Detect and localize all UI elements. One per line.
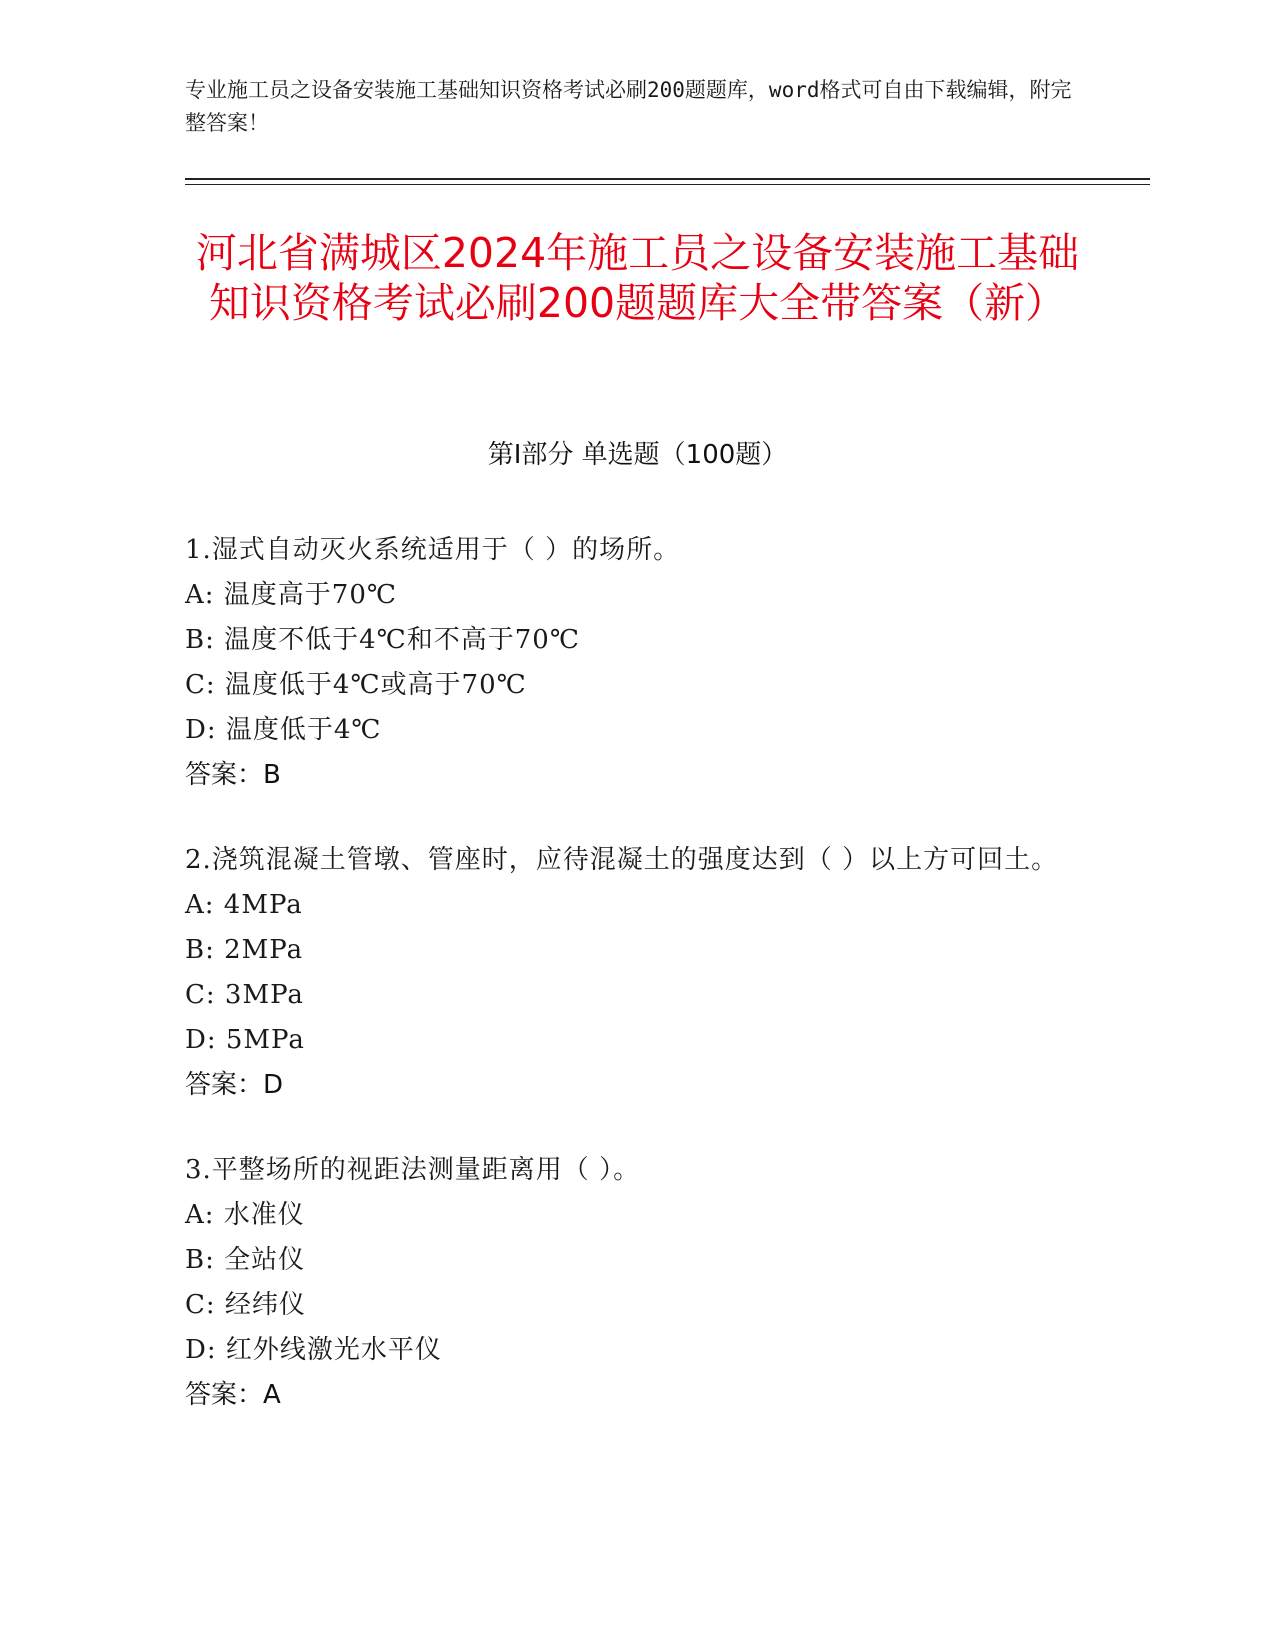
option-c: C: 温度低于4℃或高于70℃ (185, 670, 527, 700)
header-note: 专业施工员之设备安装施工基础知识资格考试必刷200题题库，word格式可自由下载编辑，附完整答案！ (185, 78, 1072, 135)
option-d: D: 红外线激光水平仪 (185, 1335, 442, 1365)
question-stem: 3.平整场所的视距法测量距离用（ ）。 (185, 1155, 641, 1185)
question-stem: 1.湿式自动灭火系统适用于（ ）的场所。 (185, 535, 681, 565)
option-d: D: 5MPa (185, 1025, 305, 1055)
header-divider-thick (185, 178, 1150, 180)
header-divider-thin (185, 184, 1150, 185)
answer-line: 答案：A (185, 1380, 281, 1410)
question-3 (185, 1148, 1085, 1418)
option-a: A: 温度高于70℃ (185, 580, 397, 610)
option-a: A: 4MPa (185, 890, 303, 920)
option-c: C: 3MPa (185, 980, 304, 1010)
question-list (185, 528, 1085, 1458)
answer-line: 答案：B (185, 760, 281, 790)
option-b: B: 2MPa (185, 935, 304, 965)
document-title: 河北省满城区2024年施工员之设备安装施工基础知识资格考试必刷200题题库大全带答案（新） (195, 229, 1080, 327)
option-b: B: 全站仪 (185, 1245, 306, 1275)
section-title: 第I部分 单选题（100题） (487, 440, 788, 470)
question-2 (185, 838, 1085, 1108)
question-stem: 2.浇筑混凝土管墩、管座时，应待混凝土的强度达到（ ）以上方可回土。 (185, 845, 1059, 875)
option-b: B: 温度不低于4℃和不高于70℃ (185, 625, 580, 655)
question-1 (185, 528, 1085, 798)
option-a: A: 水准仪 (185, 1200, 305, 1230)
answer-line: 答案：D (185, 1070, 284, 1100)
option-c: C: 经纬仪 (185, 1290, 306, 1320)
option-d: D: 温度低于4℃ (185, 715, 382, 745)
